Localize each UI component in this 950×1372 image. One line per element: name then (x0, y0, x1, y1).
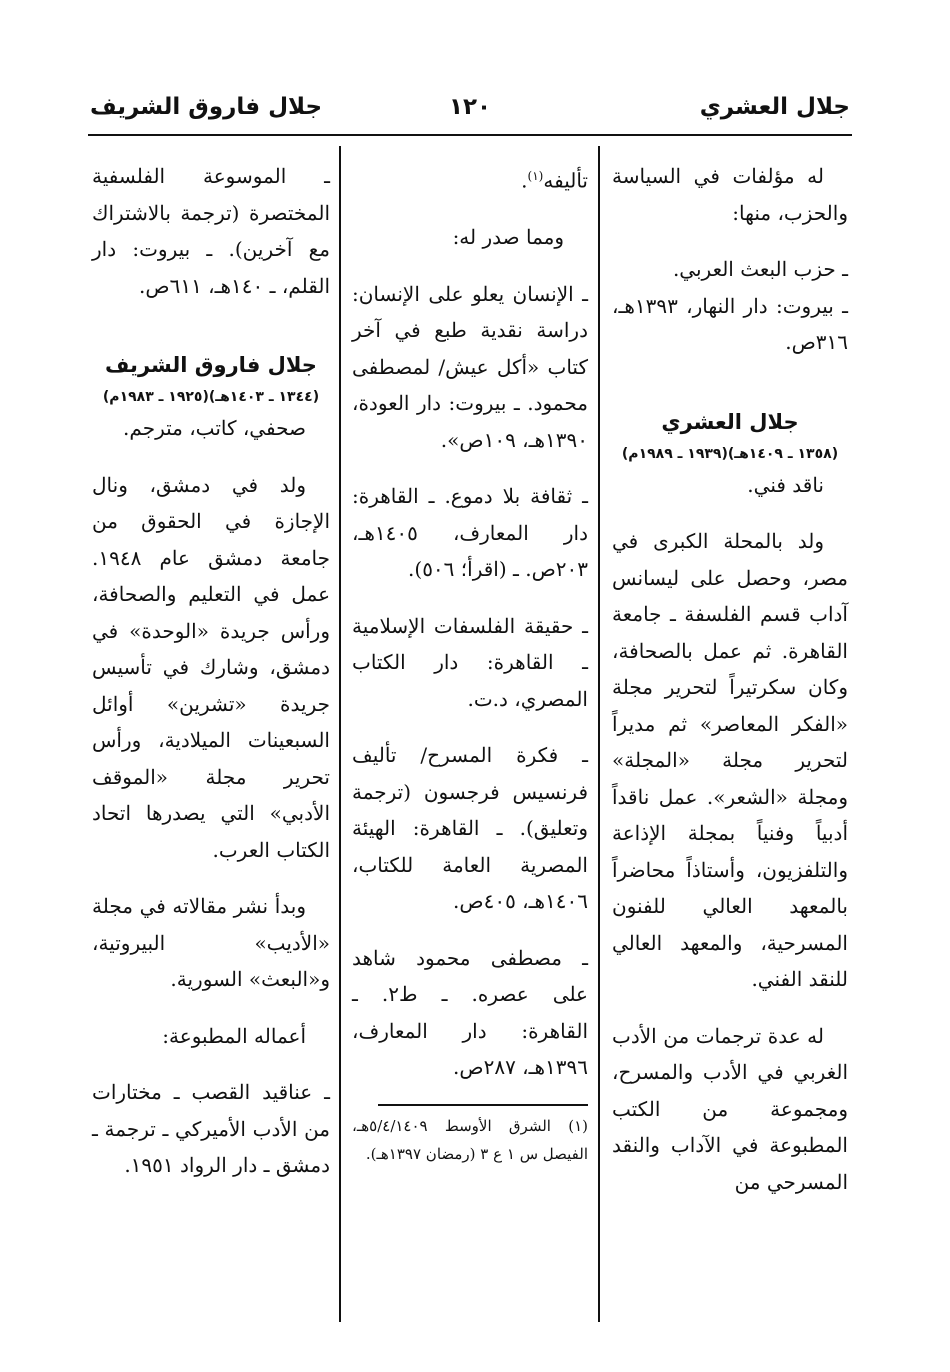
works-heading: أعماله المطبوعة: (162, 1023, 306, 1048)
work-entry: ـ حزب البعث العربي. (672, 257, 848, 281)
work-entry: ـ الموسوعة الفلسفية المختصرة (ترجمة بالاشتراك مع آخرين). ـ بيروت: دار القلم، ـ ١٤٠هـ، ٦١١ص. (92, 164, 330, 298)
left-column (92, 158, 330, 1184)
articles-text: وبدأ نشر مقالاته في مجلة «الأديب» البيروتية، و«البعث» السورية. (92, 894, 330, 991)
work-entry: ـ ثقافة بلا دموع. ـ القاهرة: دار المعارف، ١٤٠٥هـ، ٢٠٣ص. ـ (اقرأ؛ ٥٠٦). (352, 484, 588, 582)
footnote-rule (378, 1104, 588, 1106)
profession: ناقد فني. (747, 472, 824, 497)
footnote-reference: (١) (527, 169, 544, 183)
right-column (612, 158, 848, 1200)
page-number: ١٢٠ (448, 94, 492, 120)
work-entry: ـ الإنسان يعلو على الإنسان: دراسة نقدية طبع في آخر كتاب «أكل عيش/ لمصطفى محمود. ـ بيروت: دار العودة، ١٣٩٠هـ، ١٠٩ص». (352, 281, 588, 452)
footnote: (١) الشرق الأوسط ٥/٤/١٤٠٩هـ، الفيصل س ١ ع ٣ (رمضان ١٣٩٧هـ). (352, 1116, 588, 1163)
page-header (90, 92, 850, 132)
biography-text: ولد في دمشق، ونال الإجازة في الحقوق من جامعة دمشق عام ١٩٤٨. عمل في التعليم والصحافة، ورأس جريدة «الوحدة» في دمشق، وشارك في تأسيس جريدة «تشرين» أوائل السبعينات الميلادية، ورأس تحرير مجلة «الموقف الأدبي» التي يصدرها اتحاد الكتاب العرب. (92, 472, 330, 862)
biography-dates: (١٣٥٨ ـ ١٤٠٩هـ)(١٩٣٩ ـ ١٩٨٩م) (621, 445, 839, 462)
biography-name: جلال فاروق الشريف (105, 353, 317, 377)
middle-column (352, 158, 588, 1168)
work-entry: ـ مصطفى محمود شاهد على عصره. ـ ط٢. ـ القاهرة: دار المعارف، ١٣٩٦هـ، ٢٨٧ص. (352, 945, 588, 1080)
work-publication: ـ بيروت: دار النهار، ١٣٩٣هـ، ٣١٦ص. (612, 293, 848, 354)
work-entry: ـ عناقيد القصب ـ مختارات من الأدب الأميركي ـ ترجمة ـ دمشق ـ دار الرواد ١٩٥١. (92, 1080, 330, 1177)
header-rule (88, 134, 852, 136)
translations-text: له عدة ترجمات من الأدب الغربي في الأدب والمسرح، ومجموعة من الكتب المطبوعة في الآداب والنقد المسرحي من (612, 1023, 848, 1194)
biography-text: ولد بالمحلة الكبرى في مصر، وحصل على ليسانس آداب قسم الفلسفة ـ جامعة القاهرة. ثم عمل بالصحافة، وكان سكرتيراً لتحرير مجلة «الفكر المعاصر» ثم مديراً لتحرير مجلة «المجلة» ومجلة «الشعر». عمل ناقداً أدبياً وفنياً بمجلة الإذاعة والتلفزيون، وأستاذاً محاضراً بالمعهد العالي للفنون المسرحية، والمعهد العالي للنقد الفني. (612, 529, 848, 991)
header-right-name: جلال العشري (699, 94, 850, 120)
intro-text: له مؤلفات في السياسة والحزب، منها: (612, 164, 848, 225)
published-intro: ومما صدر له: (452, 225, 564, 250)
column-divider-left (339, 146, 341, 1322)
work-entry: ـ حقيقة الفلسفات الإسلامية ـ القاهرة: دار الكتاب المصري، د.ت. (352, 613, 588, 711)
work-entry: ـ فكرة المسرح/ تأليف فرنسيس فرجسون (ترجمة وتعليق). ـ القاهرة: الهيئة المصرية العامة للكتاب، ١٤٠٦هـ، ٤٠٥ص. (352, 743, 588, 914)
biography-name: جلال العشري (661, 409, 799, 434)
continuation-line: تأليفه$^{(١)}$. (521, 168, 588, 193)
profession: صحفي، كاتب، مترجم. (123, 416, 306, 440)
continuation-text: تأليفه (543, 168, 588, 193)
column-divider-right (598, 146, 600, 1322)
biography-dates: (١٣٤٤ ـ ١٤٠٣هـ)(١٩٢٥ ـ ١٩٨٣م) (102, 389, 320, 405)
header-left-name: جلال فاروق الشريف (90, 94, 323, 120)
